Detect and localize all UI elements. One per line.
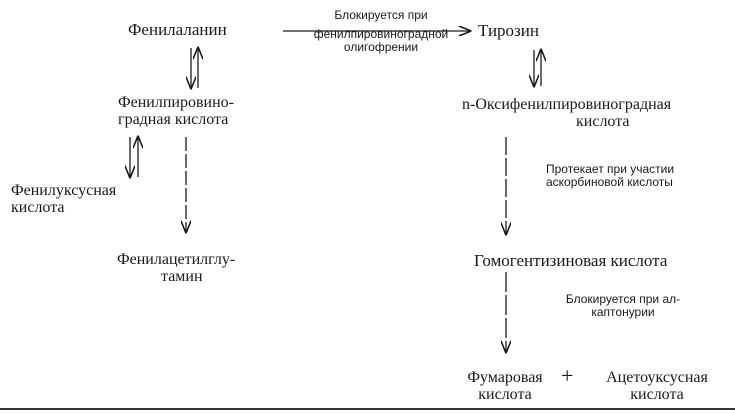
node-phenylpyruvic-line2: градная кислота [118, 110, 229, 128]
note-blocked-pku-line2: фенилпировиноградной [313, 27, 449, 42]
node-phenylacetic-line1: Фенилуксусная [11, 182, 117, 199]
note-blocked-pku [292, 9, 470, 55]
node-phenylpyruvic-acid [118, 95, 234, 129]
note-alkaptonuria-line2: каптонурии [591, 305, 655, 320]
plus-sign: + [561, 363, 574, 388]
bottom-border [0, 408, 735, 410]
node-phenylalanine: Фенилаланин [128, 20, 227, 39]
node-hydroxyphenylpyruvic-line2: кислота [576, 112, 630, 130]
node-fumaric-line2: кислота [478, 385, 532, 403]
node-phenylacetic-acid [11, 183, 116, 217]
node-fumaric-acid [452, 370, 558, 404]
node-phenylacetic-line2: кислота [11, 198, 65, 216]
node-hydroxyphenylpyruvic-acid [462, 97, 734, 131]
note-blocked-pku-line3: олигофрении [343, 40, 419, 55]
node-phenylacetylglutamine-line2: тамин [161, 267, 203, 285]
note-alkaptonuria-line1: Блокируется при ал- [565, 292, 681, 306]
node-phenylacetylglutamine [117, 252, 235, 286]
note-ascorbic-line2: аскорбиновой кислоты [546, 175, 673, 190]
node-phenylpyruvic-line1: Фенилпировино- [118, 94, 234, 111]
node-tyrosine: Тирозин [478, 21, 539, 40]
node-acetoacetic-line2: кислота [630, 385, 684, 403]
note-alkaptonuria [548, 293, 698, 319]
node-fumaric-line1: Фумаровая [467, 369, 543, 386]
node-acetoacetic-acid [586, 370, 728, 404]
node-homogentisic-acid: Гомогентизиновая кислота [474, 251, 668, 270]
note-ascorbic-line1: Протекает при участии [546, 162, 675, 176]
node-phenylacetylglutamine-line1: Фенилацетилглу- [117, 251, 236, 268]
node-acetoacetic-line1: Ацетоуксусная [606, 369, 708, 386]
note-ascorbic [546, 163, 674, 189]
node-hydroxyphenylpyruvic-line1: n-Оксифенилпировиноградная [462, 96, 672, 113]
note-blocked-pku-line1: Блокируется при [334, 8, 428, 22]
